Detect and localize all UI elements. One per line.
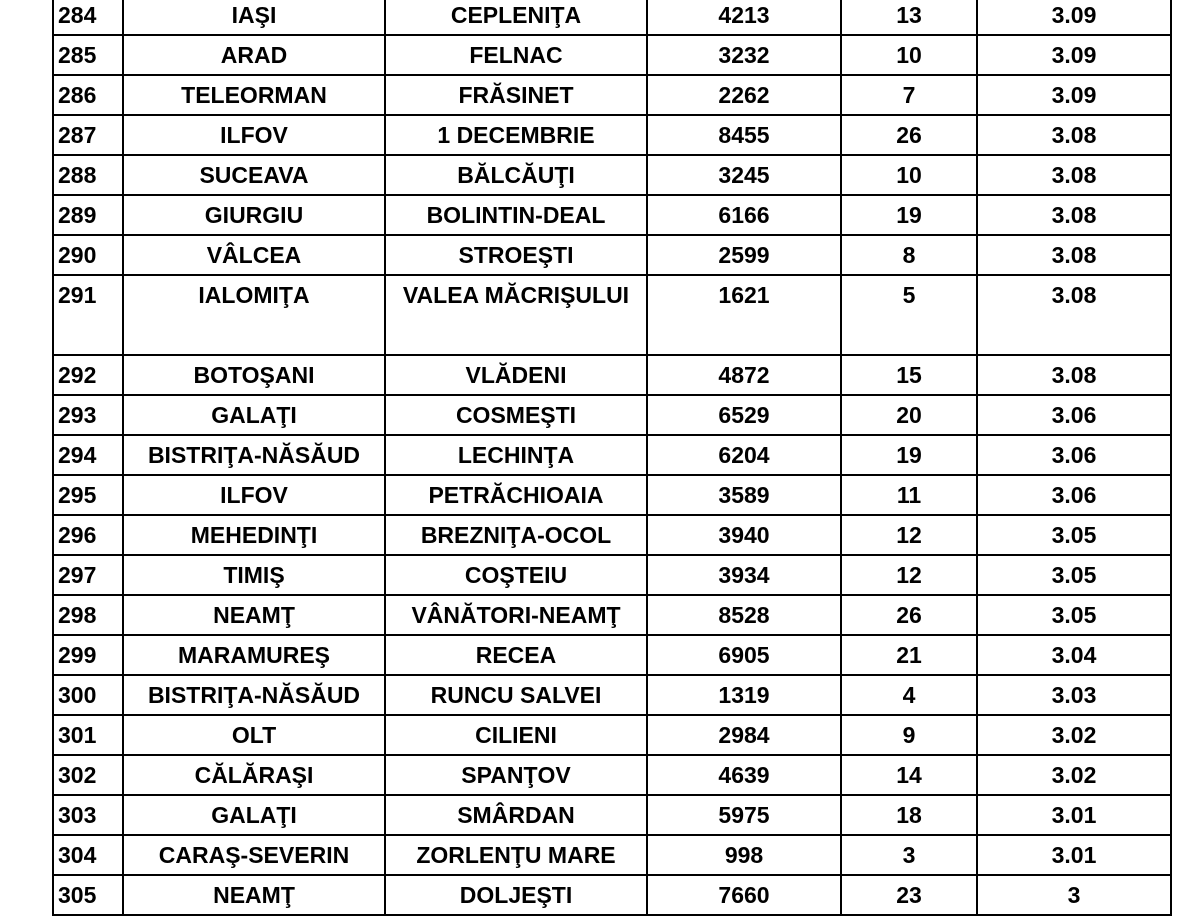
table-row	[53, 75, 1171, 115]
row-number-cell: 295	[53, 475, 123, 515]
county-cell: SUCEAVA	[123, 155, 385, 195]
population-cell: 4213	[647, 0, 841, 35]
county-cell: CĂLĂRAŞI	[123, 755, 385, 795]
locality-cell: 1 DECEMBRIE	[385, 115, 647, 155]
locality-cell: COŞTEIU	[385, 555, 647, 595]
population-cell: 3245	[647, 155, 841, 195]
row-number-cell: 290	[53, 235, 123, 275]
row-number-cell: 297	[53, 555, 123, 595]
count-cell: 5	[841, 275, 977, 355]
row-number-cell: 291	[53, 275, 123, 355]
table-row	[53, 715, 1171, 755]
table-row	[53, 155, 1171, 195]
ratio-cell: 3.08	[977, 115, 1171, 155]
population-cell: 4872	[647, 355, 841, 395]
row-number-cell: 303	[53, 795, 123, 835]
population-cell: 6905	[647, 635, 841, 675]
population-cell: 6529	[647, 395, 841, 435]
row-number-cell: 296	[53, 515, 123, 555]
table-row	[53, 275, 1171, 355]
count-cell: 19	[841, 195, 977, 235]
count-cell: 3	[841, 835, 977, 875]
data-table-container	[52, 0, 1170, 916]
population-cell: 6166	[647, 195, 841, 235]
table-row	[53, 795, 1171, 835]
county-cell: ARAD	[123, 35, 385, 75]
county-cell: GIURGIU	[123, 195, 385, 235]
population-cell: 5975	[647, 795, 841, 835]
ratio-cell: 3.05	[977, 555, 1171, 595]
table-row	[53, 35, 1171, 75]
ratio-cell: 3.01	[977, 835, 1171, 875]
locality-cell: RECEA	[385, 635, 647, 675]
county-cell: NEAMŢ	[123, 595, 385, 635]
count-cell: 10	[841, 155, 977, 195]
locality-cell: FRĂSINET	[385, 75, 647, 115]
population-cell: 2262	[647, 75, 841, 115]
county-cell: MARAMUREŞ	[123, 635, 385, 675]
data-table	[52, 0, 1172, 916]
row-number-cell: 294	[53, 435, 123, 475]
row-number-cell: 299	[53, 635, 123, 675]
table-row	[53, 875, 1171, 915]
row-number-cell: 298	[53, 595, 123, 635]
ratio-cell: 3.08	[977, 355, 1171, 395]
count-cell: 20	[841, 395, 977, 435]
county-cell: TIMIŞ	[123, 555, 385, 595]
population-cell: 3940	[647, 515, 841, 555]
county-cell: BISTRIŢA-NĂSĂUD	[123, 435, 385, 475]
ratio-cell: 3.08	[977, 155, 1171, 195]
population-cell: 2599	[647, 235, 841, 275]
ratio-cell: 3.08	[977, 235, 1171, 275]
count-cell: 12	[841, 515, 977, 555]
population-cell: 3589	[647, 475, 841, 515]
ratio-cell: 3.05	[977, 595, 1171, 635]
locality-cell: SPANŢOV	[385, 755, 647, 795]
table-row	[53, 395, 1171, 435]
county-cell: ILFOV	[123, 475, 385, 515]
locality-cell: VALEA MĂCRIŞULUI	[385, 275, 647, 355]
ratio-cell: 3.09	[977, 75, 1171, 115]
county-cell: NEAMŢ	[123, 875, 385, 915]
county-cell: VÂLCEA	[123, 235, 385, 275]
table-row	[53, 235, 1171, 275]
row-number-cell: 305	[53, 875, 123, 915]
locality-cell: CILIENI	[385, 715, 647, 755]
county-cell: BOTOŞANI	[123, 355, 385, 395]
county-cell: MEHEDINŢI	[123, 515, 385, 555]
county-cell: ILFOV	[123, 115, 385, 155]
count-cell: 10	[841, 35, 977, 75]
count-cell: 9	[841, 715, 977, 755]
locality-cell: STROEŞTI	[385, 235, 647, 275]
table-row	[53, 635, 1171, 675]
locality-cell: VLĂDENI	[385, 355, 647, 395]
locality-cell: VÂNĂTORI-NEAMŢ	[385, 595, 647, 635]
county-cell: GALAŢI	[123, 395, 385, 435]
table-body	[53, 0, 1171, 915]
count-cell: 23	[841, 875, 977, 915]
ratio-cell: 3.09	[977, 35, 1171, 75]
table-row	[53, 835, 1171, 875]
count-cell: 15	[841, 355, 977, 395]
population-cell: 4639	[647, 755, 841, 795]
population-cell: 8528	[647, 595, 841, 635]
count-cell: 4	[841, 675, 977, 715]
ratio-cell: 3.02	[977, 755, 1171, 795]
row-number-cell: 300	[53, 675, 123, 715]
ratio-cell: 3.08	[977, 195, 1171, 235]
table-row	[53, 555, 1171, 595]
county-cell: BISTRIŢA-NĂSĂUD	[123, 675, 385, 715]
county-cell: GALAŢI	[123, 795, 385, 835]
count-cell: 26	[841, 595, 977, 635]
row-number-cell: 285	[53, 35, 123, 75]
count-cell: 8	[841, 235, 977, 275]
ratio-cell: 3.06	[977, 395, 1171, 435]
population-cell: 1621	[647, 275, 841, 355]
count-cell: 11	[841, 475, 977, 515]
table-row	[53, 515, 1171, 555]
population-cell: 2984	[647, 715, 841, 755]
row-number-cell: 284	[53, 0, 123, 35]
locality-cell: COSMEŞTI	[385, 395, 647, 435]
row-number-cell: 289	[53, 195, 123, 235]
count-cell: 13	[841, 0, 977, 35]
ratio-cell: 3.01	[977, 795, 1171, 835]
ratio-cell: 3.09	[977, 0, 1171, 35]
county-cell: TELEORMAN	[123, 75, 385, 115]
count-cell: 12	[841, 555, 977, 595]
county-cell: IAŞI	[123, 0, 385, 35]
locality-cell: BREZNIŢA-OCOL	[385, 515, 647, 555]
row-number-cell: 292	[53, 355, 123, 395]
table-row	[53, 435, 1171, 475]
row-number-cell: 304	[53, 835, 123, 875]
count-cell: 7	[841, 75, 977, 115]
ratio-cell: 3.05	[977, 515, 1171, 555]
locality-cell: PETRĂCHIOAIA	[385, 475, 647, 515]
population-cell: 998	[647, 835, 841, 875]
population-cell: 6204	[647, 435, 841, 475]
table-row	[53, 115, 1171, 155]
population-cell: 8455	[647, 115, 841, 155]
table-row	[53, 355, 1171, 395]
locality-cell: BĂLCĂUŢI	[385, 155, 647, 195]
locality-cell: RUNCU SALVEI	[385, 675, 647, 715]
table-row	[53, 595, 1171, 635]
population-cell: 3934	[647, 555, 841, 595]
row-number-cell: 293	[53, 395, 123, 435]
population-cell: 1319	[647, 675, 841, 715]
ratio-cell: 3.04	[977, 635, 1171, 675]
count-cell: 18	[841, 795, 977, 835]
row-number-cell: 302	[53, 755, 123, 795]
count-cell: 26	[841, 115, 977, 155]
locality-cell: DOLJEŞTI	[385, 875, 647, 915]
count-cell: 21	[841, 635, 977, 675]
locality-cell: BOLINTIN-DEAL	[385, 195, 647, 235]
ratio-cell: 3.08	[977, 275, 1171, 355]
population-cell: 7660	[647, 875, 841, 915]
table-row	[53, 755, 1171, 795]
row-number-cell: 287	[53, 115, 123, 155]
ratio-cell: 3.02	[977, 715, 1171, 755]
row-number-cell: 288	[53, 155, 123, 195]
ratio-cell: 3	[977, 875, 1171, 915]
locality-cell: LECHINŢA	[385, 435, 647, 475]
county-cell: IALOMIŢA	[123, 275, 385, 355]
row-number-cell: 286	[53, 75, 123, 115]
county-cell: CARAŞ-SEVERIN	[123, 835, 385, 875]
ratio-cell: 3.06	[977, 475, 1171, 515]
row-number-cell: 301	[53, 715, 123, 755]
ratio-cell: 3.06	[977, 435, 1171, 475]
population-cell: 3232	[647, 35, 841, 75]
count-cell: 19	[841, 435, 977, 475]
table-row	[53, 195, 1171, 235]
count-cell: 14	[841, 755, 977, 795]
locality-cell: CEPLENIŢA	[385, 0, 647, 35]
locality-cell: FELNAC	[385, 35, 647, 75]
locality-cell: ZORLENŢU MARE	[385, 835, 647, 875]
county-cell: OLT	[123, 715, 385, 755]
ratio-cell: 3.03	[977, 675, 1171, 715]
table-row	[53, 675, 1171, 715]
table-row	[53, 0, 1171, 35]
locality-cell: SMÂRDAN	[385, 795, 647, 835]
table-row	[53, 475, 1171, 515]
